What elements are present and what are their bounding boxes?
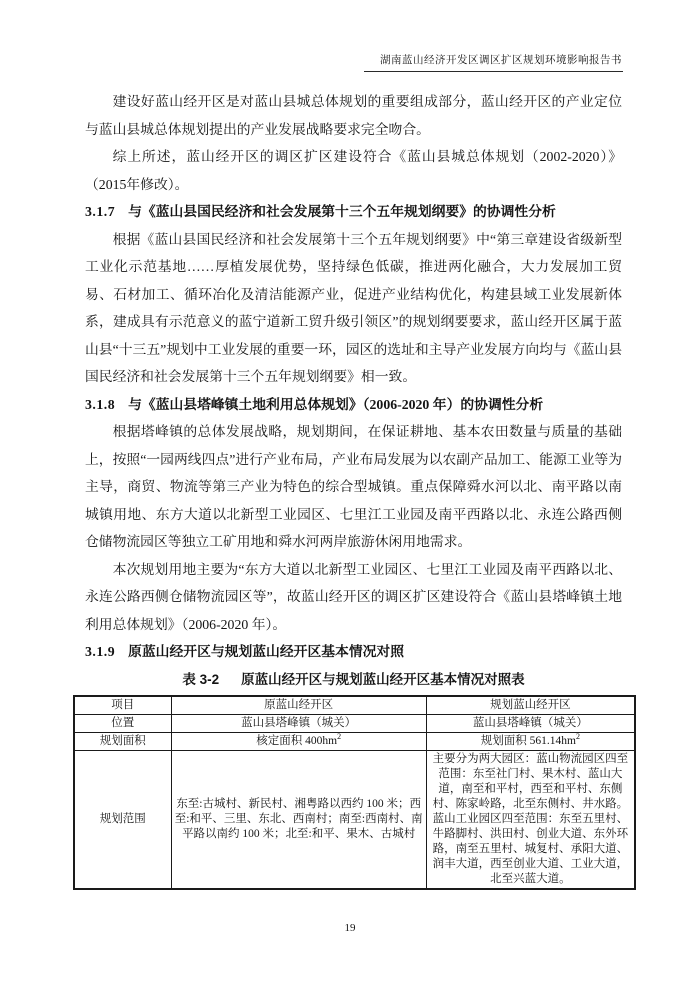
table-row-location: [74, 715, 635, 733]
area-old-superscript: 2: [337, 732, 342, 742]
table-caption-label: 表 3-2: [182, 671, 220, 687]
section-heading-3-1-8: [85, 391, 622, 419]
header-cell-new-zone: 规划蓝山经开区: [426, 696, 635, 715]
section-number: 3.1.9: [85, 644, 116, 659]
location-old: 蓝山县塔峰镇（城关）: [171, 715, 426, 733]
paragraph: 建设好蓝山经开区是对蓝山县城总体规划的重要组成部分，蓝山经开区的产业定位与蓝山县城总体规划提出的产业发展战略要求完全吻合。: [85, 94, 622, 137]
section-heading-3-1-7: [85, 198, 622, 226]
header-cell-old-zone: 原蓝山经开区: [171, 696, 426, 715]
row-label: 位置: [74, 715, 171, 733]
paragraph: 根据《蓝山县国民经济和社会发展第十三个五年规划纲要》中“第三章建设省级新型工业化示范基地……厚植发展优势，坚持绿色低碳，推进两化融合，大力发展加工贸易、石材加工、循环冶化及清洁能源产业，促进产业结构优化，构建县域工业发展新体系，建成具有示范意义的蓝宁道新工贸升级引领区”的规划纲要要求，蓝山经开区属于蓝山县“十三五”规划中工业发展的重要一环，园区的选址和主导产业发展方向均与《蓝山县国民经济和社会发展第十三个五年规划纲要》相一致。: [85, 231, 622, 384]
area-new: [426, 733, 635, 751]
table-caption: [85, 666, 622, 694]
area-new-superscript: 2: [576, 732, 580, 742]
page-header: [85, 52, 623, 72]
section-number: 3.1.7: [85, 204, 116, 219]
row-label: 规划面积: [74, 733, 171, 751]
header-cell-item: 项目: [74, 696, 171, 715]
document-body: [85, 88, 629, 890]
section-title: 与《蓝山县国民经济和社会发展第十三个五年规划纲要》的协调性分析: [128, 204, 556, 219]
section-title: 原蓝山经开区与规划蓝山经开区基本情况对照: [128, 644, 405, 659]
row-label: 规划范围: [74, 751, 171, 890]
paragraph: 本次规划用地主要为“东方大道以北新型工业园区、七里江工业园及南平西路以北、永连公路西侧仓储物流园区等”，故蓝山经开区的调区扩区建设符合《蓝山县塔峰镇土地利用总体规划》（2006-2020 年）。: [85, 561, 622, 632]
table-row-area: [74, 733, 635, 751]
comparison-table: [73, 695, 636, 890]
area-old: [171, 733, 426, 751]
comparison-table-wrapper: [73, 695, 636, 890]
section-number: 3.1.8: [85, 396, 116, 412]
report-title: 湖南蓝山经济开发区调区扩区规划环境影响报告书: [364, 52, 623, 72]
section-heading-3-1-9: [85, 638, 622, 666]
area-old-value: 核定面积 400hm: [256, 735, 338, 747]
table-row-scope: [74, 751, 635, 890]
location-new: 蓝山县塔峰镇（城关）: [426, 715, 635, 733]
table-header-row: [74, 696, 635, 715]
table-caption-title: 原蓝山经开区与规划蓝山经开区基本情况对照表: [241, 671, 525, 687]
scope-old: 东至:古城村、新民村、湘粤路以西约 100 米；西至:和平、三里、东北、西南村；南至:西南村、南平路以南约 100 米；北至:和平、果木、古城村: [171, 751, 426, 890]
page-number: 19: [344, 922, 356, 934]
section-title: 与《蓝山县塔峰镇土地利用总体规划》（2006-2020 年）的协调性分析: [128, 396, 544, 412]
paragraph: 根据塔峰镇的总体发展战略，规划期间，在保证耕地、基本农田数量与质量的基础上，按照“一园两线四点”进行产业布局，产业布局发展为以农副产品加工、能源工业等为主导，商贸、物流等第三产业为特色的综合型城镇。重点保障舜水河以北、南平路以南城镇用地、东方大道以北新型工业园区、七里江工业园及南平西路以北、永连公路西侧仓储物流园区等独立工矿用地和舜水河两岸旅游休闲用地需求。: [85, 424, 622, 549]
area-new-value: 规划面积 561.14hm: [480, 735, 576, 747]
scope-new: 主要分为两大园区：蓝山物流园区四至范围：东至社门村、果木村、蓝山大道，南至和平村，西至和平村、东侧村、陈家岭路，北至东侧村、井水路。蓝山工业园区四至范围：东至五里村、牛路脚村、洪田村、创业大道、东外环路，南至五里村、城复村、承阳大道、润丰大道，西至创业大道、工业大道，北至兴蓝大道。: [426, 751, 635, 890]
paragraph: 综上所述，蓝山经开区的调区扩区建设符合《蓝山县城总体规划（2002-2020）》（2015年修改）。: [85, 149, 622, 192]
